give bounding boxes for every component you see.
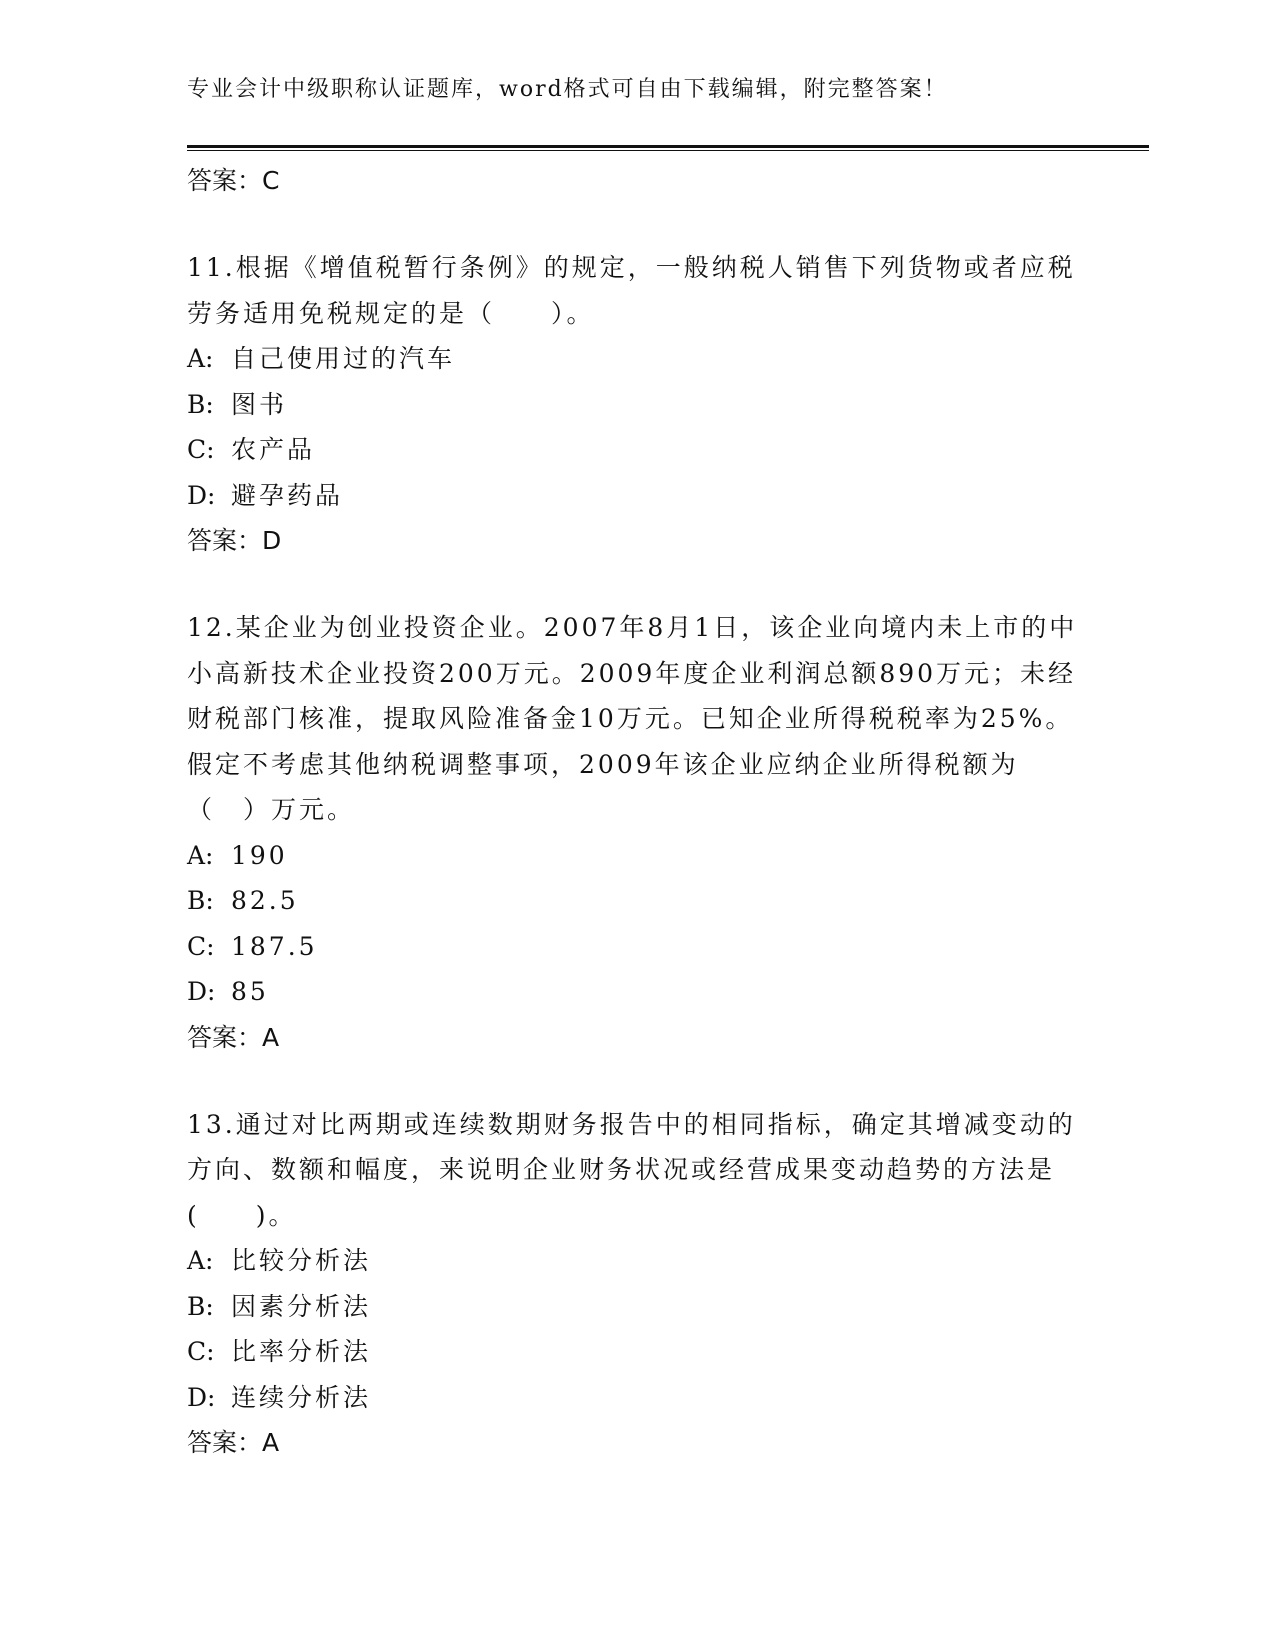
option-key: C: — [187, 931, 215, 961]
answer-line: 答案：A — [187, 1022, 280, 1052]
answer-line: 答案：C — [187, 166, 280, 195]
option-key: B: — [187, 886, 214, 915]
option-key: C: — [187, 1337, 215, 1366]
option-key: A: — [187, 1246, 214, 1275]
header-divider — [187, 145, 1149, 151]
option-text: 比较分析法 — [231, 1246, 372, 1275]
answer-line: 答案：D — [187, 526, 282, 555]
option-text: 比率分析法 — [231, 1337, 372, 1366]
question-stem: 13.通过对比两期或连续数期财务报告中的相同指标，确定其增减变动的方向、数额和幅度，来说明企业财务状况或经营成果变动趋势的方法是( )。 — [187, 1109, 1076, 1230]
option-d — [187, 969, 1087, 1015]
option-a — [187, 1238, 1087, 1284]
option-key: A: — [187, 344, 214, 373]
answer-line: 答案：A — [187, 1428, 280, 1457]
question-12 — [187, 605, 1087, 1060]
option-key: D: — [187, 1382, 216, 1412]
option-text: 图书 — [231, 389, 288, 419]
option-key: D: — [187, 480, 216, 510]
question-13 — [187, 1102, 1087, 1466]
option-c — [187, 1329, 1087, 1375]
option-text: 农产品 — [231, 435, 316, 464]
option-a — [187, 336, 1087, 382]
option-a — [187, 833, 1087, 879]
option-b — [187, 1284, 1087, 1330]
option-text: 85 — [231, 977, 269, 1006]
option-text: 连续分析法 — [231, 1382, 372, 1412]
option-c — [187, 924, 1087, 970]
option-key: C: — [187, 435, 215, 464]
option-text: 187.5 — [231, 931, 318, 961]
option-text: 82.5 — [231, 886, 299, 915]
page-header: 专业会计中级职称认证题库，word格式可自由下载编辑，附完整答案！ — [187, 77, 948, 102]
option-c — [187, 427, 1087, 473]
option-text: 因素分析法 — [231, 1291, 372, 1321]
option-b — [187, 878, 1087, 924]
option-d — [187, 1375, 1087, 1421]
option-key: B: — [187, 389, 214, 419]
option-text: 自己使用过的汽车 — [231, 344, 456, 373]
option-key: B: — [187, 1291, 214, 1321]
option-key: A: — [187, 840, 214, 870]
option-d — [187, 473, 1087, 519]
option-text: 避孕药品 — [231, 480, 344, 510]
document-body — [187, 158, 1087, 1465]
option-text: 190 — [231, 840, 288, 870]
question-stem: 12.某企业为创业投资企业。2007年8月1日，该企业向境内未上市的中小高新技术企业投资200万元。2009年度企业利润总额890万元；未经财税部门核准，提取风险准备金10万元。已知企业所得税税率为25%。假定不考虑其他纳税调整事项，2009年该企业应纳企业所得税额为（ ）万元。 — [187, 613, 1078, 824]
option-key: D: — [187, 977, 216, 1006]
option-b — [187, 382, 1087, 428]
question-11 — [187, 245, 1087, 563]
question-stem: 11.根据《增值税暂行条例》的规定，一般纳税人销售下列货物或者应税劳务适用免税规定的是（ ）。 — [187, 253, 1076, 328]
